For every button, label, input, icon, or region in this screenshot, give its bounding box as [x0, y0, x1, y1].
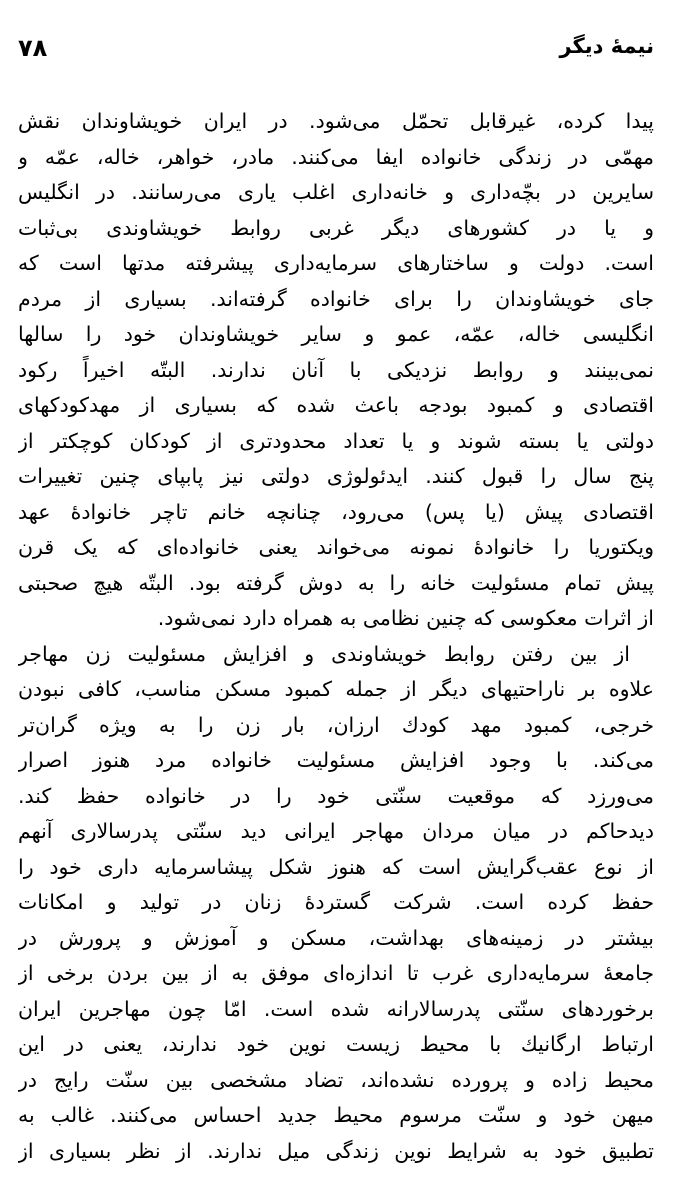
body-text — [18, 104, 654, 1169]
text-line-24: بیشتر در زمینه‌های بهداشت، مسکن و آموزش و پرورش در — [18, 925, 654, 950]
page-number: ۷۸ — [18, 34, 48, 62]
text-line-23: حفظ کرده است. شرکت گستردهٔ زنان در تولید و امکانات — [18, 890, 654, 914]
text-line-2: مهمّی در زندگی خانواده ایفا می‌کنند. مادر، خواهر، خاله، عمّه و — [18, 144, 654, 169]
text-line-18: خرجی، کمبود مهد کودك ارزان، بار زن را به ویژه گران‌تر — [18, 712, 654, 737]
text-line-6: جای خویشاوندان را برای خانواده گرفته‌اند. بسیاری از مردم — [18, 286, 654, 311]
text-line-14: پیش تمام مسئولیت خانه را به دوش گرفته بود. البتّه هیچ صحبتی — [18, 570, 654, 595]
text-line-27: ارتباط ارگانیك با محیط زیست نوین خود ندارند، یعنی در این — [18, 1032, 654, 1056]
text-line-7: انگلیسی خاله، عمّه، عمو و سایر خویشاوندان خود را سالها — [18, 322, 654, 346]
text-line-20: می‌ورزد که موقعیت سنّتی خود را در خانواده حفظ کند. — [18, 783, 654, 808]
text-line-17: علاوه بر ناراحتیهای دیگر از جمله کمبود مسکن مناسب، کافی نبودن — [18, 677, 654, 701]
text-line-19: می‌کند. با وجود افزایش مسئولیت خانواده مرد هنوز اصرار — [18, 748, 654, 772]
text-line-26: برخوردهای سنّتی پدرسالارانه شده است. امّا چون مهاجرین ایران — [18, 996, 654, 1021]
text-line-4: و یا در کشورهای دیگر غربی روابط خویشاوندی بی‌ثبات — [18, 215, 654, 240]
text-line-25: جامعهٔ سرمایه‌داری غرب تا اندازه‌ای موفق به از بین بردن برخی از — [18, 961, 654, 985]
running-title: نیمهٔ دیگر — [559, 34, 654, 58]
text-line-12: اقتصادی پیش (یا پس) می‌رود، چنانچه خانم تاچر خانوادهٔ عهد — [18, 499, 654, 524]
text-line-11: پنج سال را قبول کنند. ایدئولوژی دولتی نیز پابپای چنین تغییرات — [18, 464, 654, 488]
text-line-5: است. دولت و ساختارهای سرمایه‌داری پیشرفته مدتها است که — [18, 251, 654, 275]
text-line-15: از اثرات معکوسی که چنین نظامی به همراه دارد نمی‌شود. — [157, 606, 654, 630]
text-line-22: از نوع عقب‌گرایش است که هنوز شکل پیشاسرمایه داری خود را — [18, 854, 654, 879]
text-line-1: پیدا کرده، غیرقابل تحمّل می‌شود. در ایران خویشاوندان نقش — [18, 109, 654, 133]
text-line-28: محیط زاده و پرورده نشده‌اند، تضاد مشخصی بین سنّت رایج در — [18, 1067, 654, 1092]
text-line-29: میهن خود و سنّت مرسوم محیط جدید احساس می‌کنند. غالب به — [18, 1103, 654, 1127]
page-header — [18, 34, 654, 74]
text-line-10: دولتی یا بسته شوند و یا تعداد محدودتری از کودکان کوچکتر از — [18, 428, 654, 453]
text-line-13: ویکتوریا را خانوادهٔ نمونه می‌خواند یعنی خانواده‌ای که یک قرن — [18, 535, 654, 559]
text-line-21: دیدحاکم در میان مردان مهاجر ایرانی دید سنّتی پدرسالاری آنهم — [18, 819, 654, 843]
text-line-30: تطبیق خود به شرایط نوین زندگی میل ندارند. از نظر بسیاری از — [18, 1138, 654, 1163]
text-line-16: از بین رفتن روابط خویشاوندی و افزایش مسئولیت زن مهاجر — [18, 641, 630, 666]
text-line-3: سایرین در بچّه‌داری و خانه‌داری اغلب یاری می‌رسانند. در انگلیس — [18, 180, 654, 204]
text-line-9: اقتصادی و کمبود بودجه باعث شده که بسیاری از مهدکودکهای — [18, 393, 654, 417]
text-line-8: نمی‌بینند و روابط نزدیکی با آنان ندارند. البتّه اخیراً رکود — [18, 357, 654, 382]
